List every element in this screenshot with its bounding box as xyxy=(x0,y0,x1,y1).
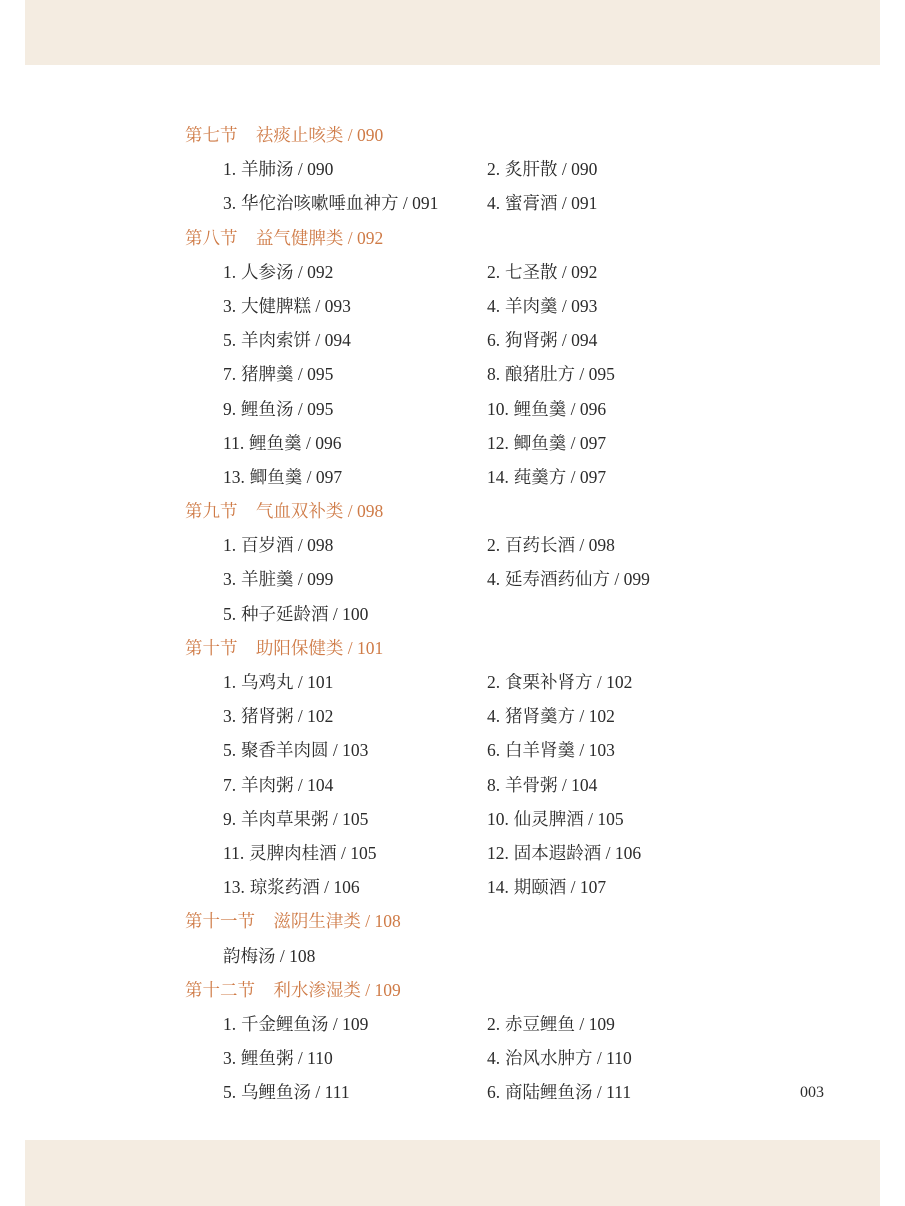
toc-row xyxy=(185,870,785,904)
entry-number: 3. xyxy=(223,295,237,316)
entry-page: 106 xyxy=(614,842,642,863)
entry-page: 103 xyxy=(588,740,615,761)
separator: / xyxy=(336,842,351,863)
entry-page: 099 xyxy=(623,569,650,590)
separator: / xyxy=(275,945,290,966)
entry-name: 灵脾肉桂酒 xyxy=(249,842,337,863)
separator: / xyxy=(575,535,589,556)
entry-name: 百岁酒 xyxy=(241,535,294,556)
toc-entry xyxy=(487,1075,747,1109)
separator: / xyxy=(343,227,357,248)
entry-number: 9. xyxy=(223,808,237,829)
entry-page: 110 xyxy=(307,1048,333,1069)
entry-page: 096 xyxy=(579,398,607,419)
toc-entry xyxy=(223,939,487,973)
entry-name: 鲤鱼汤 xyxy=(241,398,294,419)
entry-page: 094 xyxy=(324,330,351,351)
entry-page: 105 xyxy=(350,842,377,863)
entry-number: 2. xyxy=(487,535,501,556)
section-page: 109 xyxy=(374,979,401,1000)
entry-page: 095 xyxy=(307,364,334,385)
entry-name: 白羊肾羹 xyxy=(505,740,576,761)
section-title: 助阳保健类 xyxy=(255,637,344,658)
entry-name: 食栗补肾方 xyxy=(505,672,593,692)
entry-number: 14. xyxy=(487,877,509,898)
entry-name: 琼浆药酒 xyxy=(249,877,320,898)
toc-section xyxy=(185,973,785,1110)
toc-entry xyxy=(223,289,487,323)
entry-number: 8. xyxy=(487,364,501,385)
entry-number: 5. xyxy=(223,1082,237,1103)
toc-entry xyxy=(223,528,487,562)
top-band xyxy=(25,0,880,65)
section-title: 利水渗湿类 xyxy=(273,979,361,1000)
separator: / xyxy=(575,706,589,727)
separator: / xyxy=(293,398,308,419)
toc-entry xyxy=(487,1007,747,1041)
entry-name: 羊肺汤 xyxy=(241,159,294,180)
separator: / xyxy=(575,1013,589,1034)
toc-row xyxy=(185,289,785,323)
separator: / xyxy=(601,842,615,863)
entry-number: 14. xyxy=(487,466,509,487)
entry-number: 3. xyxy=(223,569,237,590)
entry-name: 羊肉索饼 xyxy=(241,330,312,351)
entry-page: 093 xyxy=(324,295,351,316)
entry-page: 093 xyxy=(571,295,598,316)
entry-number: 10. xyxy=(487,808,509,829)
toc-entry xyxy=(223,255,487,289)
entry-name: 猪脾羹 xyxy=(241,364,294,385)
entry-number: 1. xyxy=(223,535,237,556)
entry-page: 105 xyxy=(597,808,624,829)
table-of-contents xyxy=(185,118,785,1109)
toc-entry xyxy=(487,460,747,494)
toc-row xyxy=(185,152,785,186)
entry-number: 1. xyxy=(223,1013,237,1034)
entry-page: 111 xyxy=(324,1082,350,1103)
toc-entry xyxy=(487,357,747,391)
entry-page: 107 xyxy=(579,877,607,898)
toc-row xyxy=(185,186,785,220)
separator: / xyxy=(328,808,343,829)
entry-name: 猪肾羹方 xyxy=(505,706,576,727)
toc-entry xyxy=(487,289,747,323)
entry-name: 鲤鱼羹 xyxy=(513,398,567,419)
toc-entry xyxy=(487,186,747,220)
toc-entry xyxy=(487,528,747,562)
separator: / xyxy=(557,261,572,282)
entry-number: 5. xyxy=(223,330,237,351)
entry-name: 聚香羊肉圆 xyxy=(241,740,329,761)
entry-number: 2. xyxy=(487,672,501,692)
separator: / xyxy=(557,295,572,316)
separator: / xyxy=(328,603,343,624)
toc-row xyxy=(185,528,785,562)
entry-page: 102 xyxy=(307,706,334,727)
separator: / xyxy=(557,159,572,180)
separator: / xyxy=(583,808,598,829)
toc-row xyxy=(185,733,785,767)
entry-name: 仙灵脾酒 xyxy=(513,808,584,829)
entry-page: 108 xyxy=(289,945,316,966)
entry-name: 莼羹方 xyxy=(513,466,567,487)
entry-number: 2. xyxy=(487,261,501,282)
entry-page: 111 xyxy=(606,1082,632,1103)
separator: / xyxy=(592,672,607,692)
entry-page: 104 xyxy=(307,774,334,795)
entry-number: 1. xyxy=(223,672,237,692)
entry-name: 羊脏羹 xyxy=(241,569,294,590)
entry-page: 099 xyxy=(307,569,334,590)
entry-page: 095 xyxy=(307,398,334,419)
entry-number: 3. xyxy=(223,1048,237,1069)
separator: / xyxy=(575,740,589,761)
entry-name: 商陆鲤鱼汤 xyxy=(505,1082,593,1103)
section-title: 益气健脾类 xyxy=(255,227,344,248)
toc-section xyxy=(185,118,785,221)
toc-entry xyxy=(223,802,487,836)
entry-name: 狗肾粥 xyxy=(505,330,558,351)
separator: / xyxy=(311,1082,325,1103)
entry-name: 蜜膏酒 xyxy=(505,193,558,214)
toc-row xyxy=(185,597,785,631)
entry-number: 13. xyxy=(223,466,245,487)
entry-number: 6. xyxy=(487,330,501,351)
separator: / xyxy=(301,432,316,453)
separator: / xyxy=(311,330,325,351)
toc-entry xyxy=(487,562,747,596)
entry-number: 3. xyxy=(223,193,237,214)
separator: / xyxy=(557,193,572,214)
entry-page: 104 xyxy=(571,774,598,795)
entry-page: 109 xyxy=(588,1013,615,1034)
entry-number: 8. xyxy=(487,774,501,795)
entry-number: 5. xyxy=(223,740,237,761)
entry-page: 102 xyxy=(588,706,615,727)
entry-number: 6. xyxy=(487,1082,501,1103)
toc-entry xyxy=(223,186,487,220)
entry-page: 106 xyxy=(333,877,360,898)
entry-name: 人参汤 xyxy=(241,261,294,282)
toc-entry xyxy=(223,392,487,426)
toc-entry xyxy=(223,1041,487,1075)
toc-row xyxy=(185,562,785,596)
entry-page: 102 xyxy=(606,672,633,692)
entry-page: 090 xyxy=(571,159,598,180)
toc-entry xyxy=(223,768,487,802)
toc-entry xyxy=(487,152,747,186)
toc-row xyxy=(185,392,785,426)
entry-page: 110 xyxy=(606,1048,632,1069)
section-label: 第十一节 xyxy=(185,911,255,932)
section-page: 092 xyxy=(357,227,384,248)
separator: / xyxy=(293,159,308,180)
section-heading xyxy=(185,118,785,152)
toc-entry xyxy=(223,836,487,870)
section-label: 第十二节 xyxy=(185,979,255,1000)
separator: / xyxy=(360,979,375,1000)
toc-entry xyxy=(487,733,747,767)
section-heading xyxy=(185,904,785,938)
separator: / xyxy=(293,774,308,795)
entry-page: 101 xyxy=(307,672,334,692)
section-page: 101 xyxy=(357,637,384,658)
separator: / xyxy=(293,569,308,590)
section-page: 090 xyxy=(357,125,384,145)
toc-row xyxy=(185,1041,785,1075)
entry-number: 4. xyxy=(487,193,501,214)
entry-number: 2. xyxy=(487,1013,501,1034)
separator: / xyxy=(343,637,357,658)
toc-section xyxy=(185,494,785,631)
entry-page: 100 xyxy=(342,603,369,624)
entry-page: 094 xyxy=(571,330,598,351)
separator: / xyxy=(398,193,413,214)
toc-row xyxy=(185,323,785,357)
entry-name: 鲫鱼羹 xyxy=(513,432,567,453)
separator: / xyxy=(557,774,572,795)
entry-number: 13. xyxy=(223,877,245,898)
entry-name: 七圣散 xyxy=(505,261,558,282)
separator: / xyxy=(592,1082,607,1103)
toc-entry xyxy=(487,802,747,836)
entry-number: 4. xyxy=(487,1048,501,1069)
separator: / xyxy=(328,740,343,761)
toc-entry xyxy=(223,460,487,494)
section-page: 098 xyxy=(357,501,384,522)
entry-name: 种子延龄酒 xyxy=(241,603,329,624)
toc-entry xyxy=(487,870,747,904)
separator: / xyxy=(566,398,580,419)
entry-number: 11. xyxy=(223,842,245,863)
entry-number: 11. xyxy=(223,432,245,453)
entry-number: 5. xyxy=(223,603,237,624)
toc-entry xyxy=(487,699,747,733)
toc-entry xyxy=(223,733,487,767)
entry-number: 4. xyxy=(487,569,501,590)
toc-entry xyxy=(487,1041,747,1075)
toc-entry xyxy=(223,597,487,631)
toc-entry xyxy=(223,665,487,699)
separator: / xyxy=(343,501,357,522)
section-label: 第九节 xyxy=(185,501,238,522)
toc-row xyxy=(185,1075,785,1109)
separator: / xyxy=(328,1013,343,1034)
section-title: 祛痰止咳类 xyxy=(255,125,344,145)
entry-name: 固本遐龄酒 xyxy=(513,842,602,863)
toc-row xyxy=(185,460,785,494)
section-label: 第七节 xyxy=(185,125,238,145)
entry-name: 百药长酒 xyxy=(505,535,576,556)
toc-entry xyxy=(223,870,487,904)
separator: / xyxy=(566,432,580,453)
separator: / xyxy=(575,364,589,385)
toc-row xyxy=(185,802,785,836)
entry-number: 9. xyxy=(223,398,237,419)
entry-name: 酿猪肚方 xyxy=(505,364,576,385)
toc-entry xyxy=(487,392,747,426)
entry-page: 097 xyxy=(315,466,343,487)
bottom-band xyxy=(25,1140,880,1206)
entry-number: 3. xyxy=(223,706,237,727)
entry-name: 鲫鱼羹 xyxy=(249,466,303,487)
toc-section xyxy=(185,631,785,905)
toc-row xyxy=(185,357,785,391)
separator: / xyxy=(343,125,357,145)
section-title: 气血双补类 xyxy=(255,501,344,522)
entry-name: 鲤鱼粥 xyxy=(241,1048,294,1069)
entry-page: 091 xyxy=(412,193,439,214)
entry-name: 期颐酒 xyxy=(513,877,567,898)
section-heading xyxy=(185,494,785,528)
entry-number: 2. xyxy=(487,159,501,180)
section-label: 第十节 xyxy=(185,637,238,658)
entry-page: 096 xyxy=(315,432,342,453)
entry-name: 鲤鱼羹 xyxy=(249,432,302,453)
toc-entry xyxy=(223,357,487,391)
section-heading xyxy=(185,221,785,255)
toc-section xyxy=(185,904,785,972)
toc-entry xyxy=(487,426,747,460)
separator: / xyxy=(360,911,375,932)
separator: / xyxy=(311,295,325,316)
separator: / xyxy=(293,261,308,282)
toc-row xyxy=(185,1007,785,1041)
toc-entry xyxy=(223,426,487,460)
toc-row xyxy=(185,426,785,460)
toc-row xyxy=(185,836,785,870)
entry-number: 7. xyxy=(223,774,237,795)
separator: / xyxy=(319,877,334,898)
section-heading xyxy=(185,631,785,665)
entry-page: 098 xyxy=(588,535,615,556)
separator: / xyxy=(557,330,572,351)
entry-name: 赤豆鲤鱼 xyxy=(505,1013,576,1034)
entry-number: 12. xyxy=(487,432,509,453)
separator: / xyxy=(293,364,308,385)
toc-row xyxy=(185,768,785,802)
entry-page: 105 xyxy=(342,808,369,829)
entry-page: 097 xyxy=(579,432,607,453)
toc-row xyxy=(185,699,785,733)
entry-number: 1. xyxy=(223,261,237,282)
entry-number: 12. xyxy=(487,842,509,863)
entry-page: 097 xyxy=(579,466,607,487)
toc-entry xyxy=(487,255,747,289)
toc-entry xyxy=(487,836,747,870)
separator: / xyxy=(293,1048,308,1069)
entry-name: 羊肉粥 xyxy=(241,774,294,795)
entry-number: 7. xyxy=(223,364,237,385)
section-heading xyxy=(185,973,785,1007)
toc-row xyxy=(185,939,785,973)
separator: / xyxy=(566,877,580,898)
separator: / xyxy=(293,672,308,692)
entry-page: 092 xyxy=(307,261,334,282)
separator: / xyxy=(302,466,316,487)
entry-name: 羊肉草果粥 xyxy=(241,808,329,829)
toc-entry xyxy=(223,562,487,596)
separator: / xyxy=(566,466,580,487)
entry-number: 6. xyxy=(487,740,501,761)
entry-page: 091 xyxy=(571,193,598,214)
entry-name: 乌鲤鱼汤 xyxy=(241,1082,312,1103)
entry-page: 092 xyxy=(571,261,598,282)
separator: / xyxy=(610,569,624,590)
toc-entry xyxy=(487,323,747,357)
section-title: 滋阴生津类 xyxy=(273,911,361,932)
toc-entry xyxy=(223,699,487,733)
entry-name: 千金鲤鱼汤 xyxy=(241,1013,329,1034)
toc-section xyxy=(185,221,785,495)
separator: / xyxy=(293,706,308,727)
entry-name: 乌鸡丸 xyxy=(241,672,294,692)
entry-name: 韵梅汤 xyxy=(223,945,276,966)
entry-number: 1. xyxy=(223,159,237,180)
toc-row xyxy=(185,665,785,699)
entry-name: 羊骨粥 xyxy=(505,774,558,795)
entry-name: 大健脾糕 xyxy=(241,295,312,316)
entry-number: 10. xyxy=(487,398,509,419)
entry-name: 羊肉羹 xyxy=(505,295,558,316)
entry-page: 103 xyxy=(342,740,369,761)
entry-page: 090 xyxy=(307,159,334,180)
section-page: 108 xyxy=(374,911,401,932)
entry-page: 095 xyxy=(588,364,615,385)
entry-page: 098 xyxy=(307,535,334,556)
entry-name: 炙肝散 xyxy=(505,159,558,180)
section-label: 第八节 xyxy=(185,227,238,248)
toc-entry xyxy=(223,323,487,357)
separator: / xyxy=(592,1048,607,1069)
entry-name: 猪肾粥 xyxy=(241,706,294,727)
toc-entry xyxy=(223,152,487,186)
entry-number: 4. xyxy=(487,295,501,316)
entry-name: 延寿酒药仙方 xyxy=(505,569,611,590)
entry-name: 治风水肿方 xyxy=(505,1048,593,1069)
entry-page: 109 xyxy=(342,1013,369,1034)
toc-entry xyxy=(487,665,747,699)
toc-entry xyxy=(487,768,747,802)
toc-entry xyxy=(223,1075,487,1109)
toc-entry xyxy=(223,1007,487,1041)
entry-name: 华佗治咳嗽唾血神方 xyxy=(241,193,399,214)
separator: / xyxy=(293,535,308,556)
page-number: 003 xyxy=(800,1084,824,1101)
entry-number: 4. xyxy=(487,706,501,727)
toc-row xyxy=(185,255,785,289)
